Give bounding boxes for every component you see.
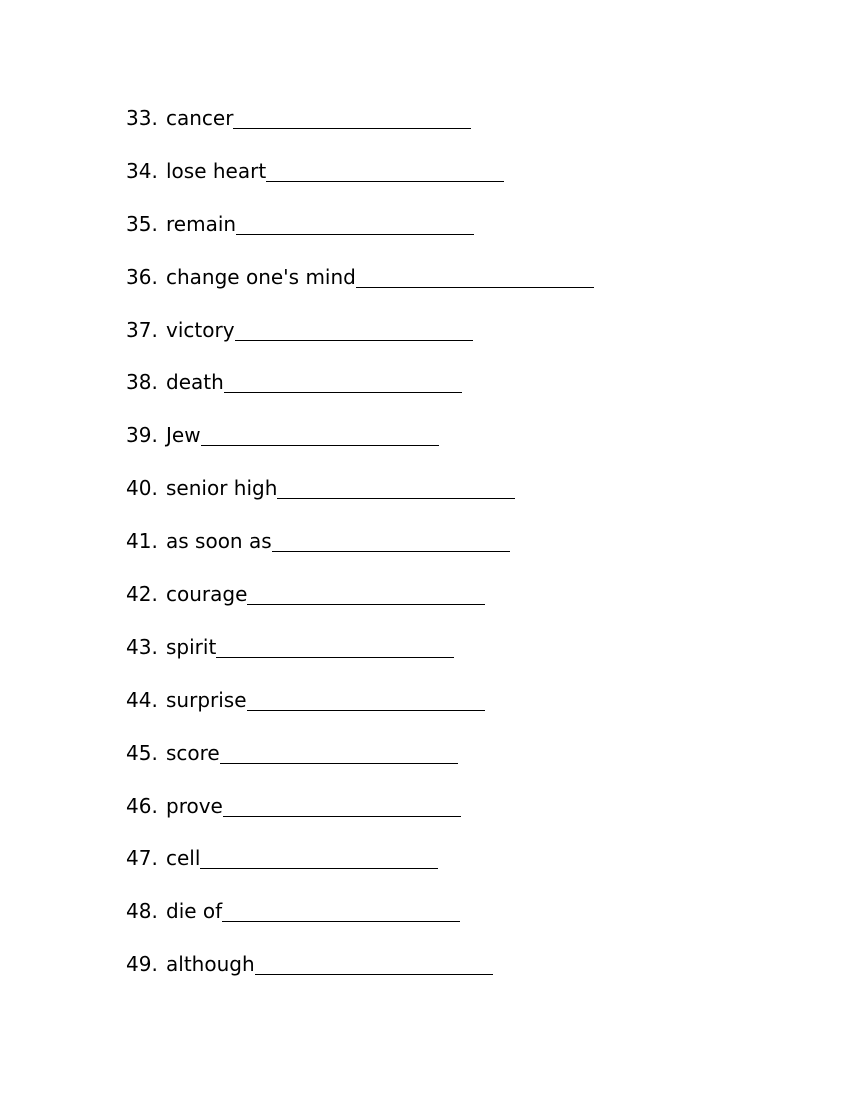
item-term: as soon as xyxy=(166,529,272,554)
item-term: die of xyxy=(166,899,223,924)
item-term: cell xyxy=(166,846,201,871)
list-item xyxy=(126,106,594,159)
list-item xyxy=(126,423,594,476)
answer-blank[interactable] xyxy=(235,339,473,341)
item-number: 47. xyxy=(126,846,158,871)
item-term: senior high xyxy=(166,476,278,501)
item-term: surprise xyxy=(166,687,247,712)
list-item xyxy=(126,318,594,371)
item-number: 33. xyxy=(126,106,158,130)
item-term: victory xyxy=(166,317,235,342)
item-term: remain xyxy=(166,211,237,236)
answer-blank[interactable] xyxy=(266,180,504,182)
list-item xyxy=(126,212,594,265)
answer-blank[interactable] xyxy=(224,391,462,393)
answer-blank[interactable] xyxy=(222,920,460,922)
answer-blank[interactable] xyxy=(255,973,493,975)
item-term: score xyxy=(166,740,220,765)
item-term: cancer xyxy=(166,106,234,130)
item-term: prove xyxy=(166,793,223,818)
list-item xyxy=(126,635,594,688)
answer-blank[interactable] xyxy=(247,709,485,711)
item-number: 38. xyxy=(126,370,158,395)
list-item xyxy=(126,159,594,212)
item-number: 40. xyxy=(126,476,158,501)
item-number: 35. xyxy=(126,211,158,236)
item-number: 45. xyxy=(126,740,158,765)
list-item xyxy=(126,370,594,423)
list-item xyxy=(126,265,594,318)
answer-blank[interactable] xyxy=(223,815,461,817)
list-item xyxy=(126,952,594,1005)
list-item xyxy=(126,794,594,847)
list-item xyxy=(126,688,594,741)
item-term: change one's mind xyxy=(166,264,356,289)
item-number: 36. xyxy=(126,264,158,289)
item-number: 41. xyxy=(126,529,158,554)
list-item xyxy=(126,899,594,952)
item-term: spirit xyxy=(166,634,217,659)
answer-blank[interactable] xyxy=(233,127,471,129)
item-term: although xyxy=(166,952,255,977)
item-number: 48. xyxy=(126,899,158,924)
answer-blank[interactable] xyxy=(220,762,458,764)
item-number: 42. xyxy=(126,582,158,607)
list-item xyxy=(126,741,594,794)
answer-blank[interactable] xyxy=(236,233,474,235)
item-term: courage xyxy=(166,582,248,607)
item-number: 37. xyxy=(126,317,158,342)
answer-blank[interactable] xyxy=(216,656,454,658)
item-number: 43. xyxy=(126,634,158,659)
list-item xyxy=(126,476,594,529)
item-number: 34. xyxy=(126,158,158,183)
item-number: 44. xyxy=(126,687,158,712)
answer-blank[interactable] xyxy=(356,286,594,288)
item-term: death xyxy=(166,370,224,395)
item-term: lose heart xyxy=(166,158,267,183)
list-item xyxy=(126,846,594,899)
list-item xyxy=(126,529,594,582)
answer-blank[interactable] xyxy=(247,603,485,605)
answer-blank[interactable] xyxy=(277,497,515,499)
item-term: Jew xyxy=(166,423,201,448)
list-item xyxy=(126,582,594,635)
answer-blank[interactable] xyxy=(201,444,439,446)
item-number: 49. xyxy=(126,952,158,977)
item-number: 46. xyxy=(126,793,158,818)
answer-blank[interactable] xyxy=(272,550,510,552)
item-number: 39. xyxy=(126,423,158,448)
vocabulary-list xyxy=(126,106,594,1005)
answer-blank[interactable] xyxy=(200,867,438,869)
